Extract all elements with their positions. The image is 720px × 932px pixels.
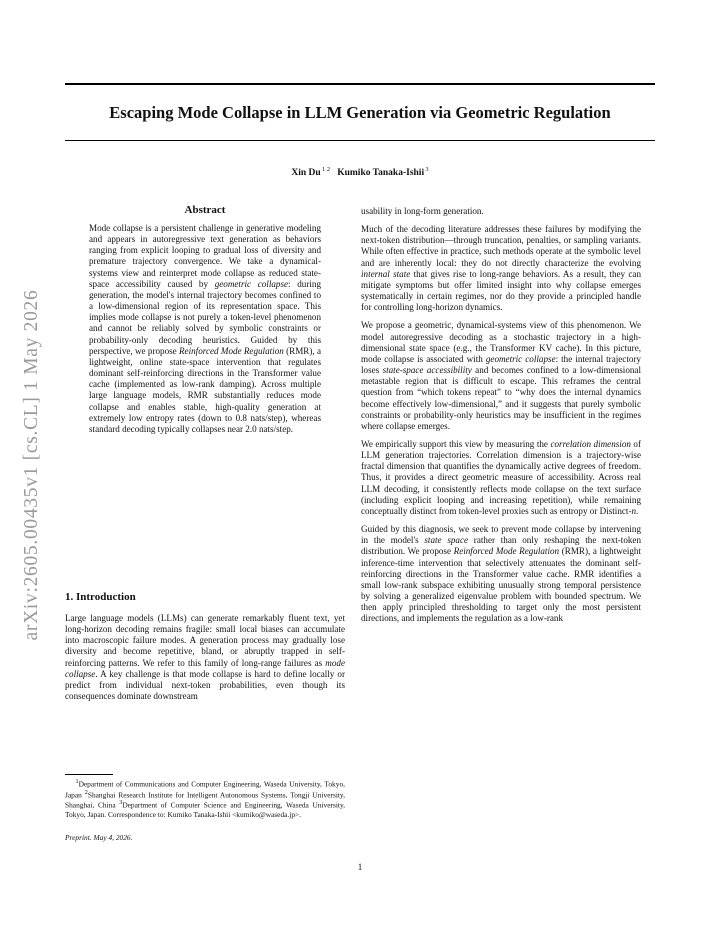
abstract-text: Mode collapse is a persistent challenge in generative modeling and appears in autoregressive text generation as behaviors ranging from explicit looping to gradual loss of diversity and premature trajectory convergence. We take a dynamical-systems view and reinterpret mode collapse as reduced state-space accessibility caused by geometric collapse: during generation, the model's internal trajectory becomes confined to a low-dimensional region of its representation space. This implies mode collapse is not purely a token-level phenomenon and cannot be reliably solved by symbolic constraints or probability-only decoding heuristics. Guided by this perspective, we propose Reinforced Mode Regulation (RMR), a lightweight, online state-space intervention that regulates dominant self-reinforcing directions in the Transformer value cache (implemented as low-rank damping). Across multiple large language models, RMR substantially reduces mode collapse and enables stable, high-quality generation at extremely low entropy rates (down to 0.8 nats/step), whereas standard decoding typically collapses near 2.0 nats/step.	[89, 223, 321, 434]
right-column	[361, 206, 641, 631]
body-paragraph: Guided by this diagnosis, we seek to prevent mode collapse by intervening in the model's state space rather than only reshaping the next-token distribution. We propose Reinforced Mode Regulation (RMR), a lightweight inference-time intervention that selectively attenuates the dominant self-reinforcing directions in the Transformer value cache. RMR identifies a small low-rank subspace exhibiting unusually strong temporal persistence by solving a generalized eigenvalue problem with bounded spectrum. We then apply principled thresholding to target only the most persistent directions, and implements the regulation as a low-rank	[361, 524, 642, 624]
author-affiliation: 1 2	[321, 166, 331, 173]
author-name: Xin Du	[291, 168, 321, 179]
footnote-rule	[65, 774, 113, 775]
preprint-note: Preprint. May 4, 2026.	[65, 833, 133, 842]
affiliation-footnote: $^1$Department of Communications and Computer Engineering, Waseda University, Tokyo, Japan $^2$Shanghai Research Institute for Intelligent Autonomous Systems, Tongji University, Shanghai, China $^3$Department of Computer Science and Engineering, Waseda University, Tokyo, Japan. Correspondence to: Kumiko Tanaka-Ishii <kumiko@waseda.jp>.	[65, 779, 346, 820]
author-name: Kumiko Tanaka-Ishii	[337, 168, 425, 179]
title-rule-bottom	[65, 140, 655, 141]
body-paragraph: usability in long-form generation.	[361, 206, 484, 216]
intro-paragraph: Large language models (LLMs) can generate remarkably fluent text, yet long-horizon decoding remains fragile: small local biases can accumulate into macroscopic failure modes. A generation process may gradually lose diversity and become repetitive, bland, or abruptly trapped in self-reinforcing patterns. We refer to this family of long-range failures as mode collapse. A key challenge is that mode collapse is hard to define locally or predict from individual next-token probabilities, even though its consequences dominate downstream	[65, 613, 345, 702]
abstract-heading: Abstract	[184, 204, 226, 216]
title-rule-top	[65, 83, 655, 85]
body-paragraph: Much of the decoding literature addresses these failures by modifying the next-token distribution—through truncation, penalties, or sampling variants. While often effective in practice, such methods operate at the symbolic level and are inherently local: they do not directly characterize the evolving internal state that gives rise to long-range behaviors. As a result, they can mitigate symptoms but offer limited insight into why collapse emerges systematically in certain regimes, nor do they provide a principled handle for controlling long-horizon dynamics.	[361, 224, 642, 313]
arxiv-identifier: arXiv:2605.00435v1 [cs.CL] 1 May 2026	[21, 289, 42, 641]
body-paragraph: We empirically support this view by measuring the correlation dimension of LLM generation trajectories. Correlation dimension is a trajectory-wise fractal dimension that quantifies the dynamically active degrees of freedom. Thus, it provides a direct geometric measure of accessibility. Across real LLM decoding, it consistently reflects mode collapse on the text surface (including explicit looping and increasing repetition), while remaining conceptually distinct from token-level proxies such as entropy or Distinct-n.	[361, 438, 641, 516]
author-affiliation: 3	[425, 166, 429, 173]
body-paragraph: We propose a geometric, dynamical-systems view of this phenomenon. We model autoregressive decoding as a stochastic trajectory in a high-dimensional state space (e.g., the Transformer KV cache). In this picture, mode collapse is associated with geometric collapse: the internal trajectory loses state-space accessibility and becomes confined to a low-dimensional metastable region that is difficult to escape. This reframes the central question from “which tokens repeat” to “why does the internal dynamics become effectively low-dimensional,” and it suggests that purely symbolic constraints or probability-only heuristics may be insufficient in the regimes where collapse emerges.	[361, 320, 641, 431]
paper-title: Escaping Mode Collapse in LLM Generation via Geometric Regulation	[109, 103, 611, 122]
page-number: 1	[357, 862, 363, 872]
author-line	[65, 166, 655, 178]
section-heading: 1. Introduction	[65, 591, 136, 603]
